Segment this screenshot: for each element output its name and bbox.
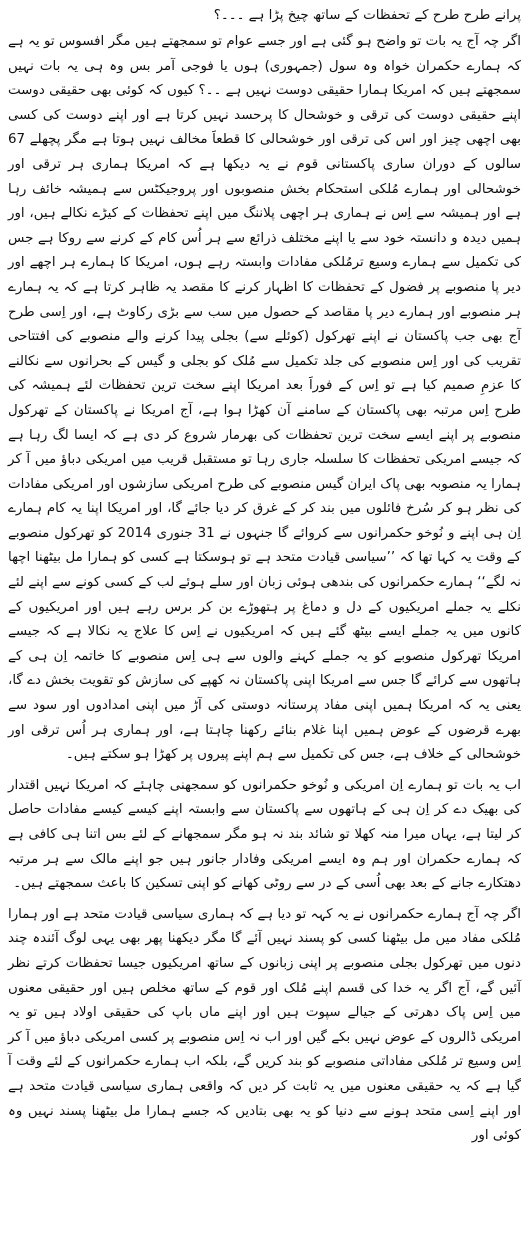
article-paragraph-3: اگر چہ آج ہمارے حکمرانوں نے یہ کہہ تو دیا ہے کہ ہماری سیاسی قیادت متحد ہے اور ہمارا مُلکی مفاد میں مل بیٹھنا کسی کو پسند نہیں آئے گا مگر دیکھنا پھر بھی یہی لوگ آئندہ چند دنوں میں تھرکول بجلی منصوبے پر اپنی زبانوں کے ساتھ امریکیوں جیسا تحفظات کرتے نظر آئیں گے، آج اگر یہ خدا کی قسم اپنے مُلک اور قوم کے ساتھ مخلص ہیں اور حقیقی معنوں میں اِس پاک دھرتی کے جیالے سپوت ہیں اور اپنے ماں باپ کی حقیقی اولاد ہیں تو یہ امریکی ڈالروں کے عوض نہیں بکے گیں اور اب نہ اِس منصوبے پر کسی امریکی دباؤ میں آ کر اِس وسیع تر مُلکی مفاداتی منصوبے کو بند کریں گے، بلکہ اب ہمارے حکمرانوں کے لئے وقت آ گیا ہے کہ یہ حقیقی معنوں میں یہ ثابت کر دیں کہ واقعی ہماری سیاسی قیادت متحد ہے اور اپنے اِسی متحد ہونے سے دنیا کو یہ بھی بتادیں کہ جسے ہمارا مل بیٹھنا پسند نہیں وہ کوئی اور <box>8 906 521 1144</box>
article-heading-line: پرانے طرح طرح کے تحفظات کے ساتھ چیخ پڑا ہے ۔۔۔؟ <box>213 8 521 23</box>
article-paragraph-2: اب یہ بات تو ہمارے اِن امریکی و نُوخو حکمرانوں کو سمجھنی چاہئے کہ امریکا نہیں اقتدار کی بھیک دے کر اِن ہی کے ہاتھوں سے پاکستان سے وابستہ اپنے کیسے کیسے مفادات حاصل کر لیتا ہے، یہاں میرا منہ کھلا تو شائد بند نہ ہو مگر سمجھانے کے لئے بس اتنا ہی کافی ہے کہ ہمارے حکمران اور ہم وہ ایسے امریکی وفادار جانور ہیں جو اپنے مالک سے ہر مرتبہ دھتکارے جانے کے بعد بھی اُسی کے در سے روٹی کھانے کو اپنی تسکین کا باعث سمجھتے ہیں۔ <box>8 777 521 892</box>
article-paragraph-1: اگر چہ آج یہ بات تو واضح ہو گئی ہے اور جسے عوام تو سمجھتے ہیں مگر افسوس تو یہ ہے کہ ہمارے حکمران خواہ وہ سول (جمہوری) ہوں یا فوجی آمر بس وہ ہی یہ بات نہیں سمجھتے ہیں کہ امریکا ہمارا حقیقی دوست نہیں ہے ۔۔؟ کیوں کہ کوئی بھی حقیقی دوست اپنے حقیقی دوست کی ترقی و خوشحال کا پرحسد نہیں کرتا ہے اور اپنے دوست کی کسی بھی اچھی چیز اور اس کی ترقی اور خوشحالی کا قطعاََ مخالف نہیں ہوتا ہے مگر پچھلے 67 سالوں کے دوران ساری پاکستانی قوم نے یہ دیکھا ہے کہ امریکا ہماری ہر ترقی اور خوشحالی اور ہمارے مُلکی استحکام بخش منصوبوں اور پروجیکٹس سے ہمیشہ خائف رہا ہے اور ہمیشہ سے اِس نے ہماری ہر اچھی پلاننگ میں اپنے تحفظات کے کیڑے نکالے ہیں، اور ہمیں دیدہ و دانستہ خود سے یا اپنے مختلف ذرائع سے ہر اُس کام کے کرنے سے روکا ہے جس کی تکمیل سے ہمارے وسیع ترمُلکی مفادات وابستہ رہے ہوں، امریکا کا ہمارے ہر اچھے اور دیر پا منصوبے پر فضول کے تحفظات کا اظہار کرنے کا مقصد یہ ظاہر کرتا ہے کہ یہ ہمارے ہر منصوبے اور ہمارے دیر پا مقاصد کے حصول میں سب سے بڑی رکاوٹ ہے، اور اِسی طرح آج بھی جب پاکستان نے اپنے تھرکول (کوئلے سے) بجلی پیدا کرنے والے منصوبے کی افتتاحی تقریب کی اور اِس منصوبے کی جلد تکمیل سے مُلک کو بجلی و گیس کے بحرانوں سے نکالنے کا عزمِ صمیم کیا ہے تو اِس کے فوراََ بعد امریکا اپنے سخت ترین تحفظات لئے ہمیشہ کی طرح اِس مرتبہ بھی پاکستان کے سامنے آن کھڑا ہوا ہے، آج امریکا نے پاکستان کے تھرکول منصوبے پر اپنے ایسے سخت ترین تحفظات کی بھرمار شروع کر دی ہے کہ ایسا لگ رہا ہے کہ جیسے امریکی تحفظات کا سلسلہ جاری رہا تو مستقبل قریب میں امریکی دباؤ میں آ کر ہمارا یہ منصوبہ بھی پاک ایران گیس منصوبے کی طرح امریکی سازشوں اور امریکی مفادات کی نظر ہو کر سُرخ فائلوں میں بند کر کے غرق کر دیا جائے گا، اور امریکا اپنا یہ کام ہمارے اِن ہی اپنے و نُوخو حکمرانوں سے کروائے گا جنہوں نے 31 جنوری 2014 کو تھرکول منصوبے کے وقت یہ کہا تھا کہ ’’سیاسی قیادت متحد ہے تو ہوسکتا ہے کسی کو ہمارا مل بیٹھنا اچھا نہ لگے‘‘ ہمارے حکمرانوں کی بندھی ہوئی زبان اور سلے ہوئے لب کے کسی کونے سے اپنے لئے نکلے یہ جملے امریکیوں کے دل و دماغ پر ہتھوڑے بن کر برس رہے ہیں اور امریکیوں کے کانوں میں یہ جملے ایسے بیٹھ گئے ہیں کہ امریکیوں نے اِس کا علاج یہ نکالا ہے کہ جیسے امریکا تھرکول منصوبے کو یہ جملے کہنے والوں سے ہی اِس منصوبے کا خاتمہ اِن ہی کے ہاتھوں سے کرائے گا جس سے امریکا اپنی پاکستان نہ کھپے کی سازش کو تقویت بخش دے گا، یعنی یہ کہ امریکا ہمیں اپنی مفاد پرستانہ دوستی کی آڑ میں اپنی امدادوں اور سود سے بھرے قرضوں کے عوض ہمیں اپنا غلام بنائے رکھنا چاہتا ہے، اور ہماری ہر اُس ترقی اور خوشحالی کے خلاف ہے، جس کی تکمیل سے ہم اپنے پیروں پر کھڑا ہو سکتے ہیں۔ <box>8 34 522 763</box>
